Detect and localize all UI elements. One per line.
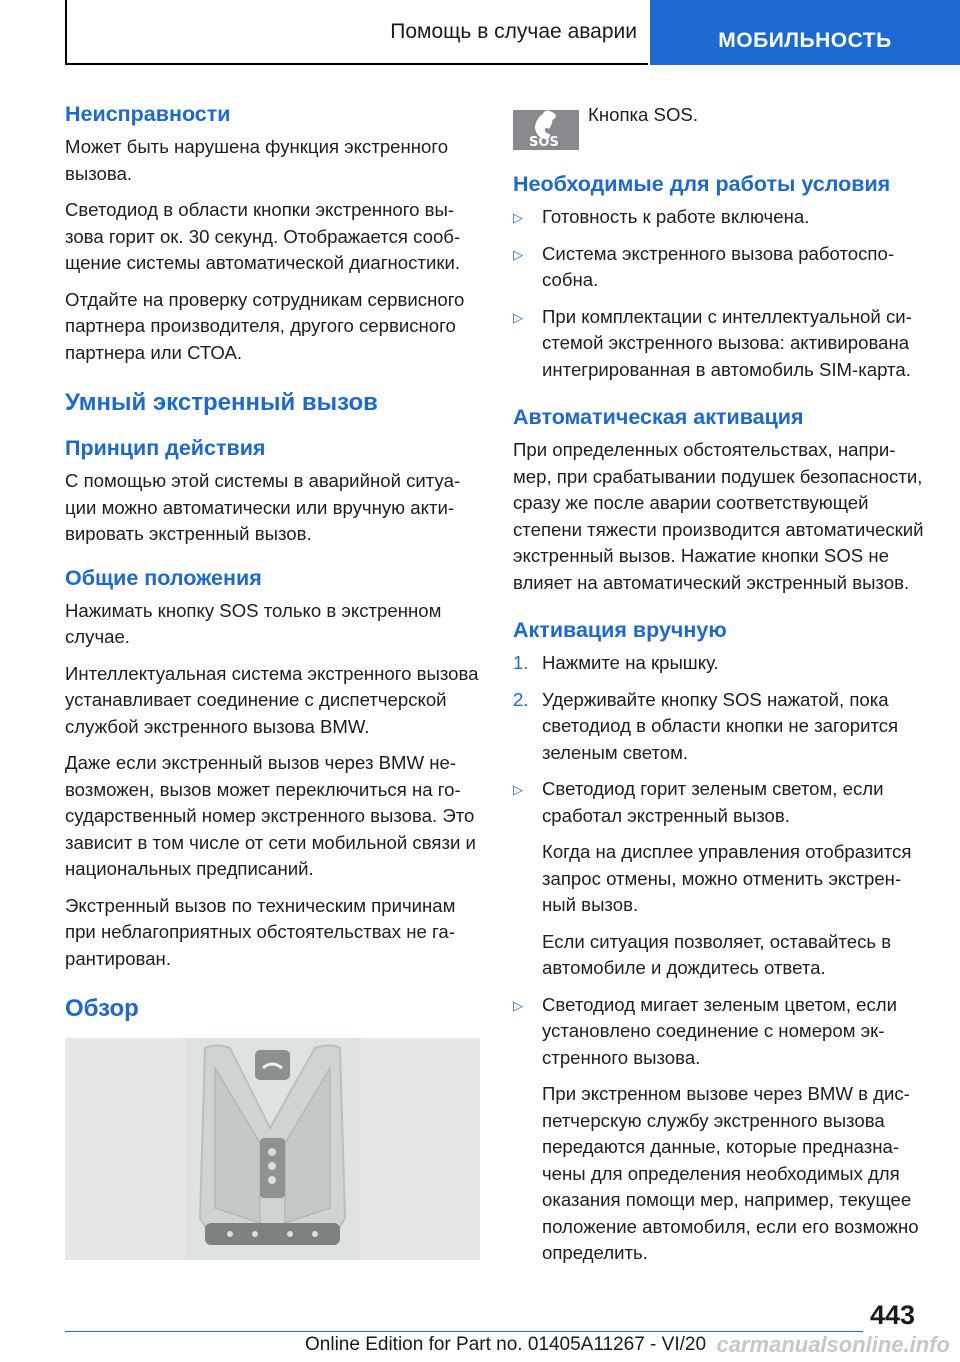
list-item: ▷ Светодиод горит зеленым светом, если сработал экстренный вызов.: [513, 778, 884, 826]
sos-legend-label: Кнопка SOS.: [588, 104, 698, 125]
list-item: 1. Нажмите на крышку.: [513, 652, 719, 673]
paragraph: С помощью этой системы в аварийной ситуации можно автоматически или вручную активировать экстренный вызов.: [65, 470, 461, 544]
header-chapter-tab[interactable]: [650, 0, 960, 65]
triangle-bullet-icon: ▷: [513, 997, 523, 1013]
paragraph: При определенных обстоятельствах, например, при срабатывании подушек безопасности, сразу же после аварии соответствующей степени тяжести производится автоматический экстренный вызов. Нажатие кнопки SOS не влияет на автоматический экстренный вызов.: [513, 439, 924, 593]
list-item: ▷ Светодиод мигает зеленым цветом, если установлено соединение с номером экстренного вызова.: [513, 993, 898, 1068]
paragraph: Отдайте на проверку сотрудникам сервисного партнера производителя, другого сервисного партнера или СТОА.: [65, 288, 465, 363]
heading-smart-emergency-call: Умный экстренный вызов: [65, 389, 378, 416]
paragraph: При экстренном вызове через BMW в диспетчерскую службу экстренного вызова передаются данные, которые предназначены для определения необходимых для оказания помощи мер, например, текущее положение автомобиля, если его возможно определить.: [542, 1083, 919, 1263]
triangle-bullet-icon: ▷: [513, 246, 523, 262]
paragraph: Светодиод в области кнопки экстренного вызова горит ок. 30 секунд. Отображается сообщение системы автоматической диагностики.: [65, 199, 461, 273]
conditions-list: [513, 204, 925, 383]
triangle-bullet-icon: ▷: [513, 210, 523, 225]
list-item: ▷ При комплектации с интеллектуальной системой экстренного вызова: активирована интегрированная в автомобиль SIM-карта.: [513, 305, 912, 380]
heading-malfunctions: Неисправности: [65, 102, 231, 126]
paragraph: Даже если экстренный вызов через BMW невозможен, вызов может переключиться на государственный номер экстренного вызова. Это зависит в том числе от сети мобильной связи и национальных предписаний.: [65, 752, 476, 879]
sos-button-icon: [513, 110, 579, 150]
manual-steps-list: [513, 650, 925, 766]
header-divider-bottom: [65, 63, 648, 65]
heading-overview: Обзор: [65, 995, 139, 1022]
list-item: ▷ Система экстренного вызова работоспособна.: [513, 242, 895, 290]
led-states-list: [513, 776, 925, 829]
paragraph: Интеллектуальная система экстренного вызова устанавливает соединение с диспетчерской службой экстренного вызова BMW.: [65, 662, 479, 737]
sos-icon-text: SOS: [529, 135, 559, 150]
list-item: 2. Удерживайте кнопку SOS нажатой, пока светодиод в области кнопки не загорится зеленым светом.: [513, 688, 899, 763]
paragraph: Когда на дисплее управления отобразится запрос отмены, можно отменить экстренный вызов.: [542, 841, 912, 915]
paragraph: Нажимать кнопку SOS только в экстренном случае.: [65, 599, 442, 647]
led-states-list: [513, 992, 925, 1072]
list-item: ▷ Готовность к работе включена.: [513, 204, 925, 231]
right-column: [513, 96, 925, 1277]
header-chapter-label: МОБИЛЬНОСТЬ: [718, 28, 892, 52]
triangle-bullet-icon: ▷: [513, 782, 523, 797]
sos-legend-row: [513, 102, 925, 150]
paragraph: Если ситуация позволяет, оставайтесь в автомобиле и дождитесь ответа.: [542, 930, 892, 978]
heading-principle: Принцип действия: [65, 436, 266, 460]
paragraph: Экстренный вызов по техническим причинам при неблагоприятных обстоятельствах не гарантирован.: [65, 894, 456, 969]
left-column: [65, 96, 480, 1260]
header-section-title: Помощь в случае аварии: [390, 20, 637, 43]
overhead-console-image: [65, 1038, 480, 1260]
heading-conditions: Необходимые для работы условия: [513, 172, 891, 196]
heading-manual-activation: Активация вручную: [513, 618, 727, 642]
page-number: 443: [870, 1300, 916, 1330]
paragraph: Может быть нарушена функция экстренного вызова.: [65, 136, 449, 184]
footer-edition: Online Edition for Part no. 01405A11267 - VI/20: [305, 1334, 707, 1355]
heading-general: Общие положения: [65, 565, 262, 590]
triangle-bullet-icon: ▷: [513, 309, 523, 325]
heading-auto-activation: Автоматическая активация: [513, 405, 804, 429]
watermark: carmanualsonline.info: [716, 1332, 950, 1357]
